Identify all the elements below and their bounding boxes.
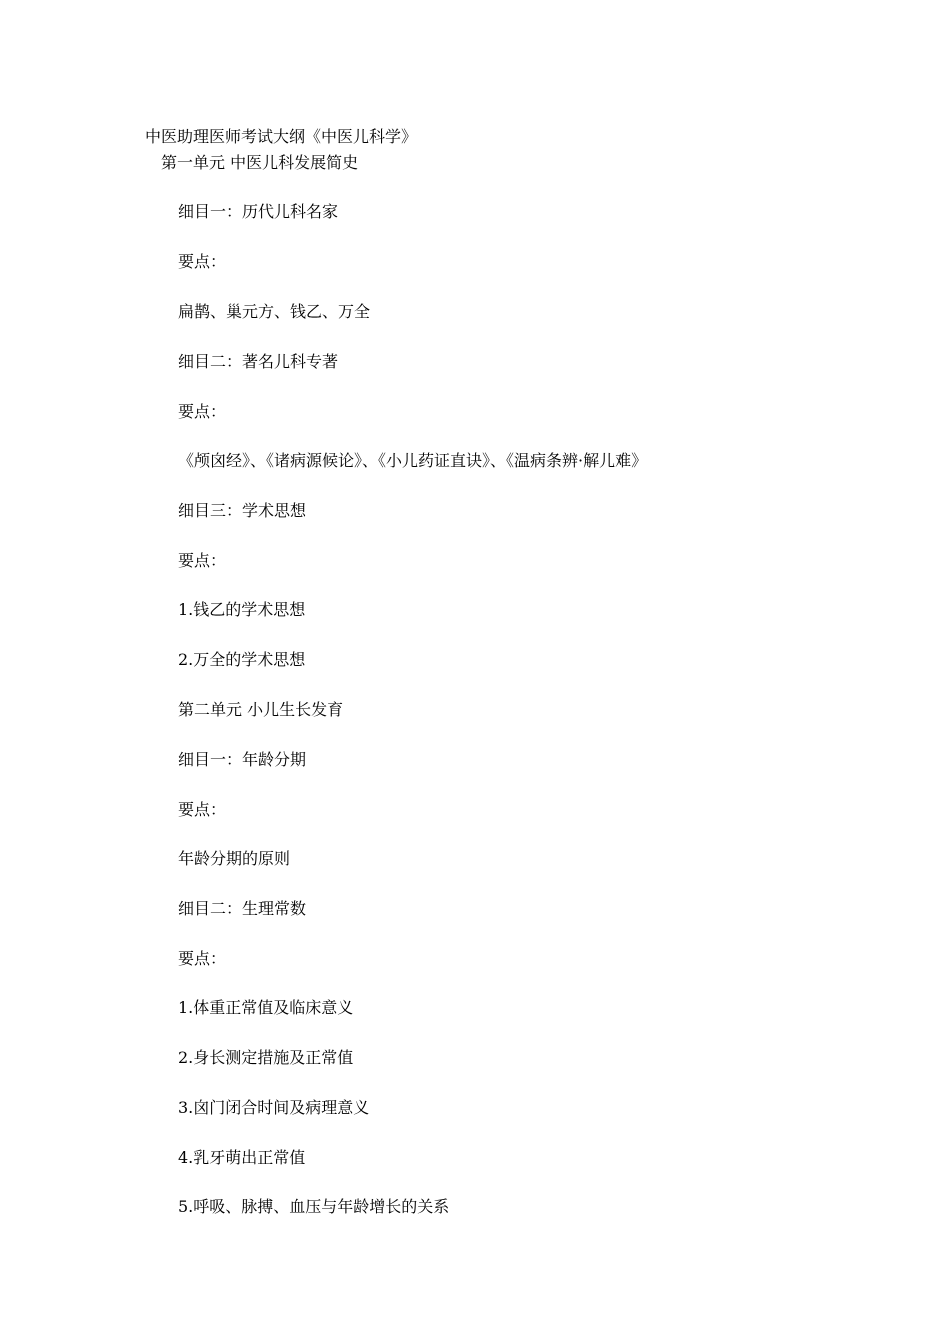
subsection-heading: 细目一：历代儿科名家: [178, 202, 339, 221]
content-line: 1.体重正常值及临床意义: [178, 998, 354, 1017]
subsection-heading: 细目三：学术思想: [178, 501, 307, 520]
content-line: 扁鹊、巢元方、钱乙、万全: [178, 302, 371, 321]
content-line: 5.呼吸、脉搏、血压与年龄增长的关系: [178, 1197, 450, 1216]
key-points-label: 要点：: [178, 800, 227, 819]
subsection-heading: 细目一：年龄分期: [178, 750, 307, 769]
document-title: 中医助理医师考试大纲《中医儿科学》: [145, 127, 418, 146]
key-points-label: 要点：: [178, 252, 227, 271]
content-line: 《颅囟经》、《诸病源候论》、《小儿药证直诀》、《温病条辨·解儿难》: [178, 451, 648, 470]
unit-heading: 第一单元 中医儿科发展简史: [161, 153, 359, 172]
content-line: 2.身长测定措施及正常值: [178, 1048, 354, 1067]
key-points-label: 要点：: [178, 402, 227, 421]
subsection-heading: 细目二：著名儿科专著: [178, 352, 339, 371]
unit-heading: 第二单元 小儿生长发育: [178, 700, 344, 719]
content-line: 2.万全的学术思想: [178, 650, 306, 669]
content-line: 1.钱乙的学术思想: [178, 600, 306, 619]
subsection-heading: 细目二：生理常数: [178, 899, 307, 918]
key-points-label: 要点：: [178, 551, 227, 570]
key-points-label: 要点：: [178, 949, 227, 968]
content-line: 3.囟门闭合时间及病理意义: [178, 1098, 370, 1117]
content-line: 年龄分期的原则: [178, 849, 291, 868]
content-line: 4.乳牙萌出正常值: [178, 1148, 306, 1167]
